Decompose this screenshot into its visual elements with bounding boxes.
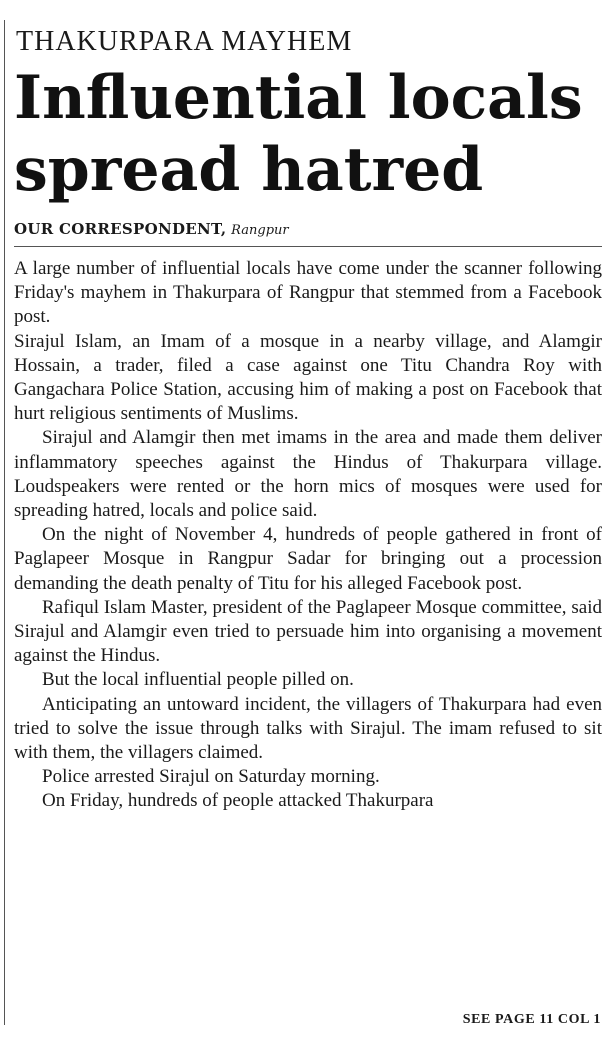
article-body — [14, 257, 602, 814]
article — [14, 26, 602, 814]
paragraph: Sirajul and Alamgir then met imams in the area and made them deliver inflammatory speeches against the Hindus of Thakurpara village. Loudspeakers were rented or the horn mics of mosques were used for spreading hatred, locals and police said. — [14, 427, 602, 522]
kicker: THAKURPARA MAYHEM — [16, 26, 353, 57]
paragraph: On Friday, hundreds of people attacked Thakurpara — [42, 790, 434, 812]
continued-on-page: SEE PAGE 11 COL 1 — [462, 1012, 601, 1027]
paragraph: Anticipating an untoward incident, the villagers of Thakurpara had even tried to solve the issue through talks with Sirajul. The imam refused to sit with them, the villagers claimed. — [14, 693, 602, 764]
paragraph: A large number of influential locals have come under the scanner following Friday's mayhem in Thakurpara of Rangpur that stemmed from a Facebook post. — [14, 258, 602, 328]
column-rule — [4, 20, 5, 1025]
paragraph: Rafiqul Islam Master, president of the Paglapeer Mosque committee, said Sirajul and Alamgir even tried to persuade him into organising a movement against the Hindus. — [14, 596, 602, 667]
paragraph: On the night of November 4, hundreds of people gathered in front of Paglapeer Mosque in Rangpur Sadar for bringing out a procession demanding the death penalty of Titu for his alleged Facebook post. — [14, 524, 602, 594]
byline-place: Rangpur — [231, 223, 289, 238]
paragraph: But the local influential people pilled on. — [42, 669, 354, 691]
paragraph: Police arrested Sirajul on Saturday morning. — [42, 766, 380, 788]
byline-correspondent: OUR CORRESPONDENT, — [14, 220, 227, 238]
headline-line-1: Influential locals — [14, 63, 583, 133]
headline — [14, 62, 602, 206]
paragraph: Sirajul Islam, an Imam of a mosque in a nearby village, and Alamgir Hossain, a trader, filed a case against one Titu Chandra Roy with Gangachara Police Station, accusing him of making a post on Facebook that hurt religious sentiments of Muslims. — [14, 330, 602, 425]
byline — [14, 220, 602, 247]
headline-line-2: spread hatred — [14, 135, 484, 205]
